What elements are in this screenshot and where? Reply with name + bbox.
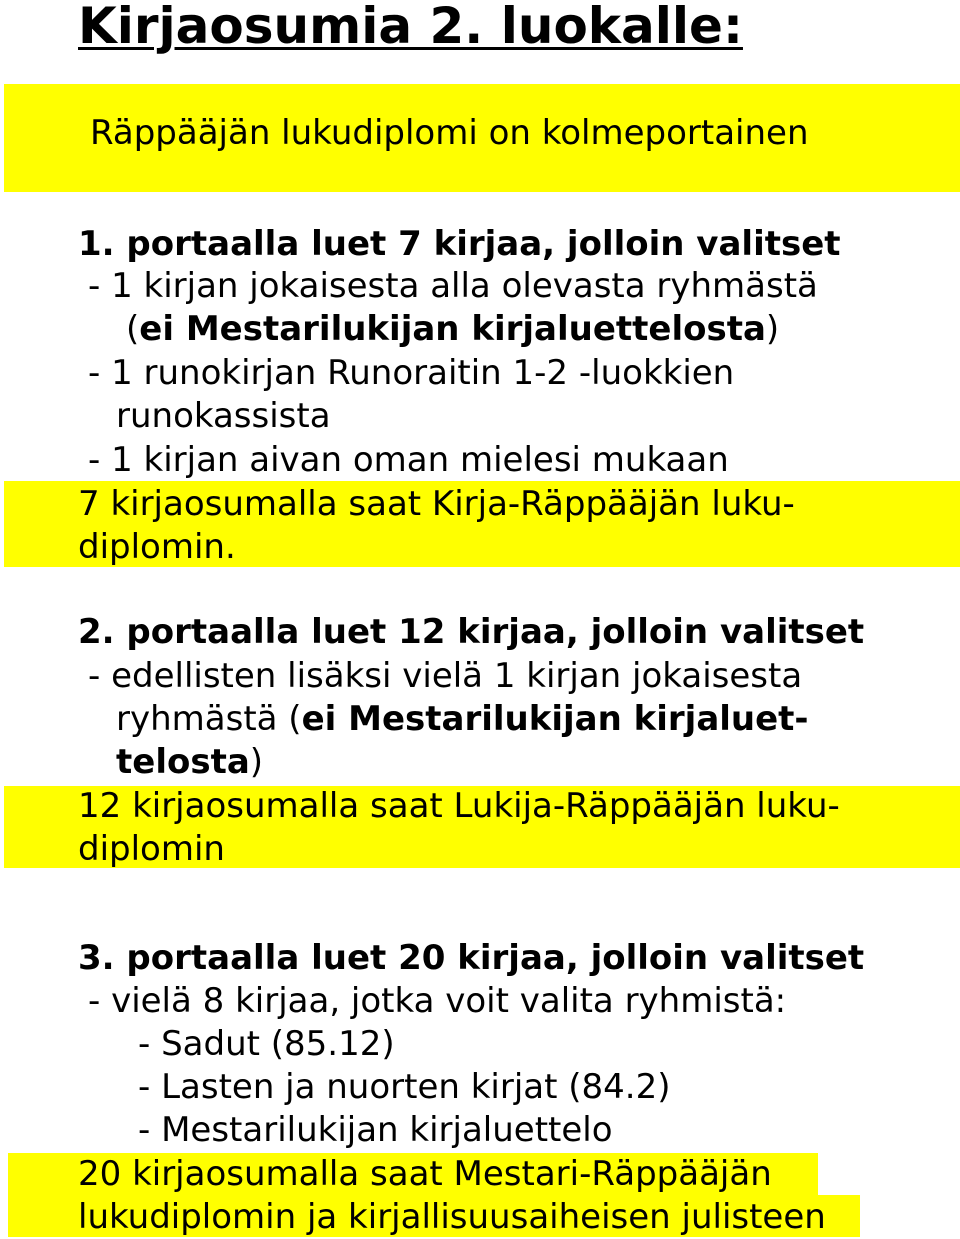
level2-rule-line1: - edellisten lisäksi vielä 1 kirjan jokaisesta (88, 656, 803, 696)
level3-rule: - vielä 8 kirjaa, jotka voit valita ryhmistä: (88, 981, 787, 1021)
level2-result-line1: 12 kirjaosumalla saat Lukija-Räppääjän luku- (78, 786, 840, 826)
paren-open: ( (126, 309, 140, 349)
level1-result-line2: diplomin. (78, 527, 236, 567)
level3-group-item: - Sadut (85.12) (138, 1024, 395, 1064)
level1-rule1-text: - 1 kirjan jokaisesta alla olevasta ryhmästä (88, 266, 818, 306)
level2-heading: 2. portaalla luet 12 kirjaa, jolloin valitset (78, 612, 865, 652)
level3-result-line1: 20 kirjaosumalla saat Mestari-Räppääjän (78, 1154, 772, 1194)
level2-rule-line3 (116, 742, 263, 782)
level1-heading: 1. portaalla luet 7 kirjaa, jolloin valitset (78, 224, 841, 264)
level1-rule1 (88, 266, 818, 306)
level2-result-line2: diplomin (78, 829, 225, 869)
level1-rule2-line1: - 1 runokirjan Runoraitin 1-2 -luokkien (88, 353, 735, 393)
level2-rule-line2 (116, 699, 809, 739)
page-title: Kirjaosumia 2. luokalle: (78, 0, 743, 55)
level2-rule-line2-text: ryhmästä ( (116, 699, 302, 739)
level3-group-item: - Lasten ja nuorten kirjat (84.2) (138, 1067, 671, 1107)
paren-close: ) (249, 742, 264, 782)
level3-group-item: - Mestarilukijan kirjaluettelo (138, 1110, 613, 1150)
level2-rule-line2-bold: ei Mestarilukijan kirjaluet- (301, 699, 809, 739)
level3-result-line2: lukudiplomin ja kirjallisuusaiheisen julisteen (78, 1197, 826, 1237)
level2-rule-line3-bold: telosta (116, 742, 250, 782)
level1-rule2-line2: runokassista (116, 396, 331, 436)
intro-text: Räppääjän lukudiplomi on kolmeportainen (90, 113, 809, 153)
paren-close: ) (765, 309, 780, 349)
level1-result-line1: 7 kirjaosumalla saat Kirja-Räppääjän luku- (78, 484, 795, 524)
level1-rule3: - 1 kirjan aivan oman mielesi mukaan (88, 440, 729, 480)
level1-rule1-bold: ei Mestarilukijan kirjaluettelosta (139, 309, 766, 349)
level1-rule1-note (126, 309, 779, 349)
level3-heading: 3. portaalla luet 20 kirjaa, jolloin valitset (78, 938, 865, 978)
